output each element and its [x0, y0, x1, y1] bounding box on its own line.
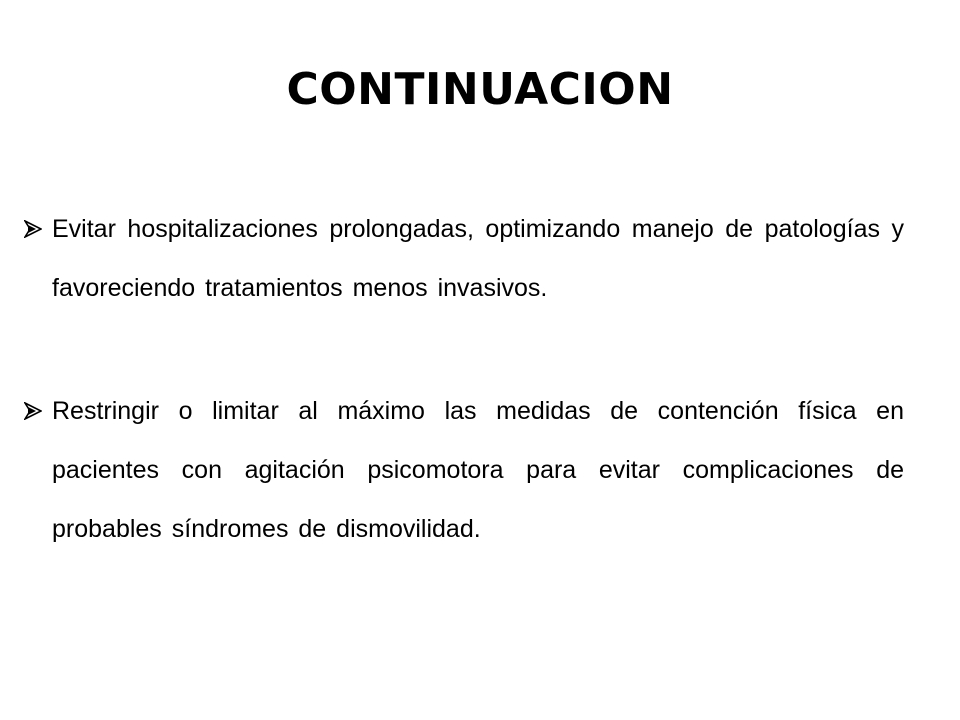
bullet-text: Restringir o limitar al máximo las medidas de contención física en pacientes con agitación psicomotora para evitar complicaciones de probables síndromes de dismovilidad.	[52, 397, 904, 543]
slide-title: CONTINUACION	[286, 64, 674, 115]
bullet-list	[24, 200, 904, 559]
arrowhead-bullet-icon	[24, 220, 42, 238]
bullet-text: Evitar hospitalizaciones prolongadas, optimizando manejo de patologías y favoreciendo tratamientos menos invasivos.	[52, 215, 904, 302]
bullet-item	[24, 382, 904, 559]
bullet-item	[24, 200, 904, 318]
arrowhead-bullet-icon	[24, 402, 42, 420]
